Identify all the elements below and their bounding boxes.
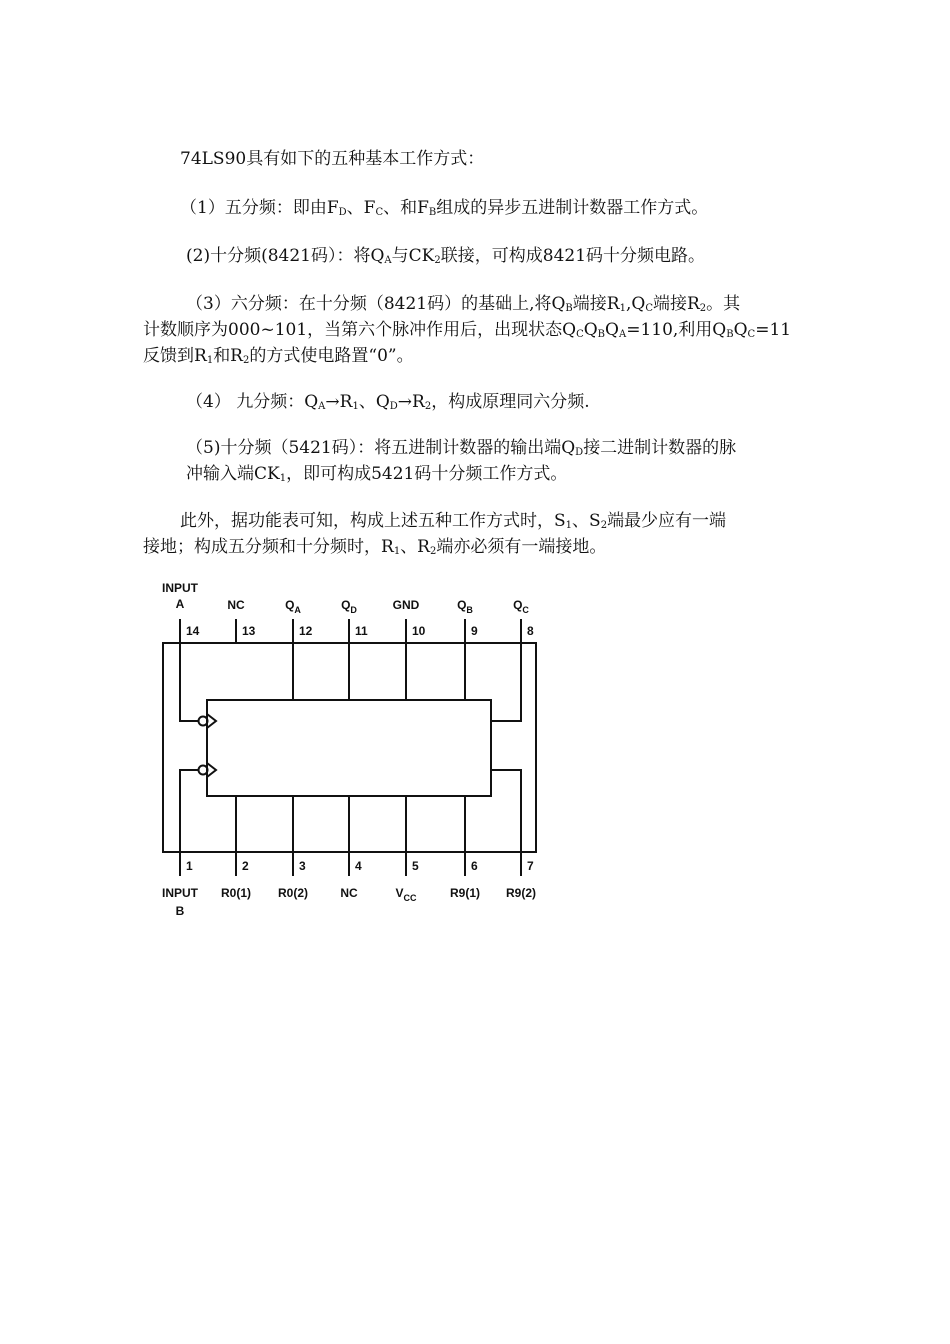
mode5-line1: （5)十分频（5421码）：将五进制计数器的输出端$Q_D$接二进制计数器的脉 — [186, 438, 737, 458]
top-pin-14-label: INPUT — [162, 581, 198, 595]
bottom-pin-2-label: R0(1) — [220, 886, 252, 900]
input-a-wire — [180, 643, 199, 721]
top-pin-11-number: 11 — [355, 624, 368, 638]
bottom-pin-1-number: 1 — [186, 859, 193, 873]
top-pin-13-label: NC — [227, 598, 245, 612]
note-line2: 接地；构成五分频和十分频时，$R_1$、$R_2$端亦必须有一端接地。 — [143, 537, 607, 557]
bottom-pin-4-label: NC — [340, 886, 358, 900]
bottom-pin-3-number: 3 — [299, 859, 306, 873]
mode5-line2: 冲输入端$CK_1$，即可构成5421码十分频工作方式。 — [186, 464, 568, 484]
intro-paragraph: 74LS90具有如下的五种基本工作方式： — [180, 149, 485, 169]
mode3-line2: 计数顺序为000~101，当第六个脉冲作用后，出现状态$Q_CQ_BQ_A=110$,利用$Q_BQ_C=11$ — [143, 320, 792, 340]
bottom-pin-2-number: 2 — [242, 859, 249, 873]
bottom-pin-6-label: R9(1) — [449, 886, 481, 900]
bottom-pin-5-label: $V_{CC}$ — [395, 886, 417, 903]
top-pin-8-label: $Q_C$ — [513, 598, 529, 615]
bottom-pin-7-number: 7 — [527, 859, 534, 873]
top-pin-9-label: $Q_B$ — [457, 598, 473, 615]
top-pin-14-label-line2: A — [175, 597, 185, 611]
mode2-paragraph: (2)十分频(8421码）：将$Q_A$与$CK_2$联接，可构成8421码十分频电路。 — [186, 246, 706, 266]
top-pin-13-number: 13 — [242, 624, 256, 638]
top-pin-12-label: $Q_A$ — [285, 598, 301, 615]
input-b-wire — [180, 770, 199, 852]
bottom-pin-4-number: 4 — [355, 859, 362, 873]
mode4-paragraph: （4） 九分频：$Q_A\to R_1$、$Q_D\to R_2$，构成原理同六分频. — [186, 392, 590, 412]
mode3-line1: （3）六分频：在十分频（8421码）的基础上,将$Q_B$端接$R_1,Q_C$端接$R_2$。其 — [186, 294, 741, 314]
top-pin-8-number: 8 — [527, 624, 534, 638]
qc-wire — [491, 643, 521, 721]
top-pin-10-number: 10 — [412, 624, 426, 638]
r92-wire — [491, 770, 521, 852]
bottom-pin-3-label: R0(2) — [277, 886, 309, 900]
top-pin-11-label: $Q_D$ — [341, 598, 357, 615]
bottom-pin-7-label: R9(2) — [505, 886, 537, 900]
top-pin-9-number: 9 — [471, 624, 478, 638]
top-pin-12-number: 12 — [299, 624, 313, 638]
bottom-pin-6-number: 6 — [471, 859, 478, 873]
bottom-pin-1-label-line2: B — [175, 904, 185, 918]
top-pin-10-label: GND — [392, 598, 420, 612]
top-pin-14-number: 14 — [186, 624, 200, 638]
mode1-paragraph: （1）五分频：即由$F_D$、$F_C$、和$F_B$组成的异步五进制计数器工作方式。 — [180, 198, 709, 218]
bottom-pin-5-number: 5 — [412, 859, 419, 873]
chip-body — [207, 700, 491, 796]
bottom-pin-1-label: INPUT — [162, 886, 198, 900]
mode3-line3: 反馈到$R_1$和$R_2$的方式使电路置“0”。 — [143, 346, 414, 366]
note-line1: 此外，据功能表可知，构成上述五种工作方式时，$S_1$、$S_2$端最少应有一端 — [180, 511, 727, 531]
